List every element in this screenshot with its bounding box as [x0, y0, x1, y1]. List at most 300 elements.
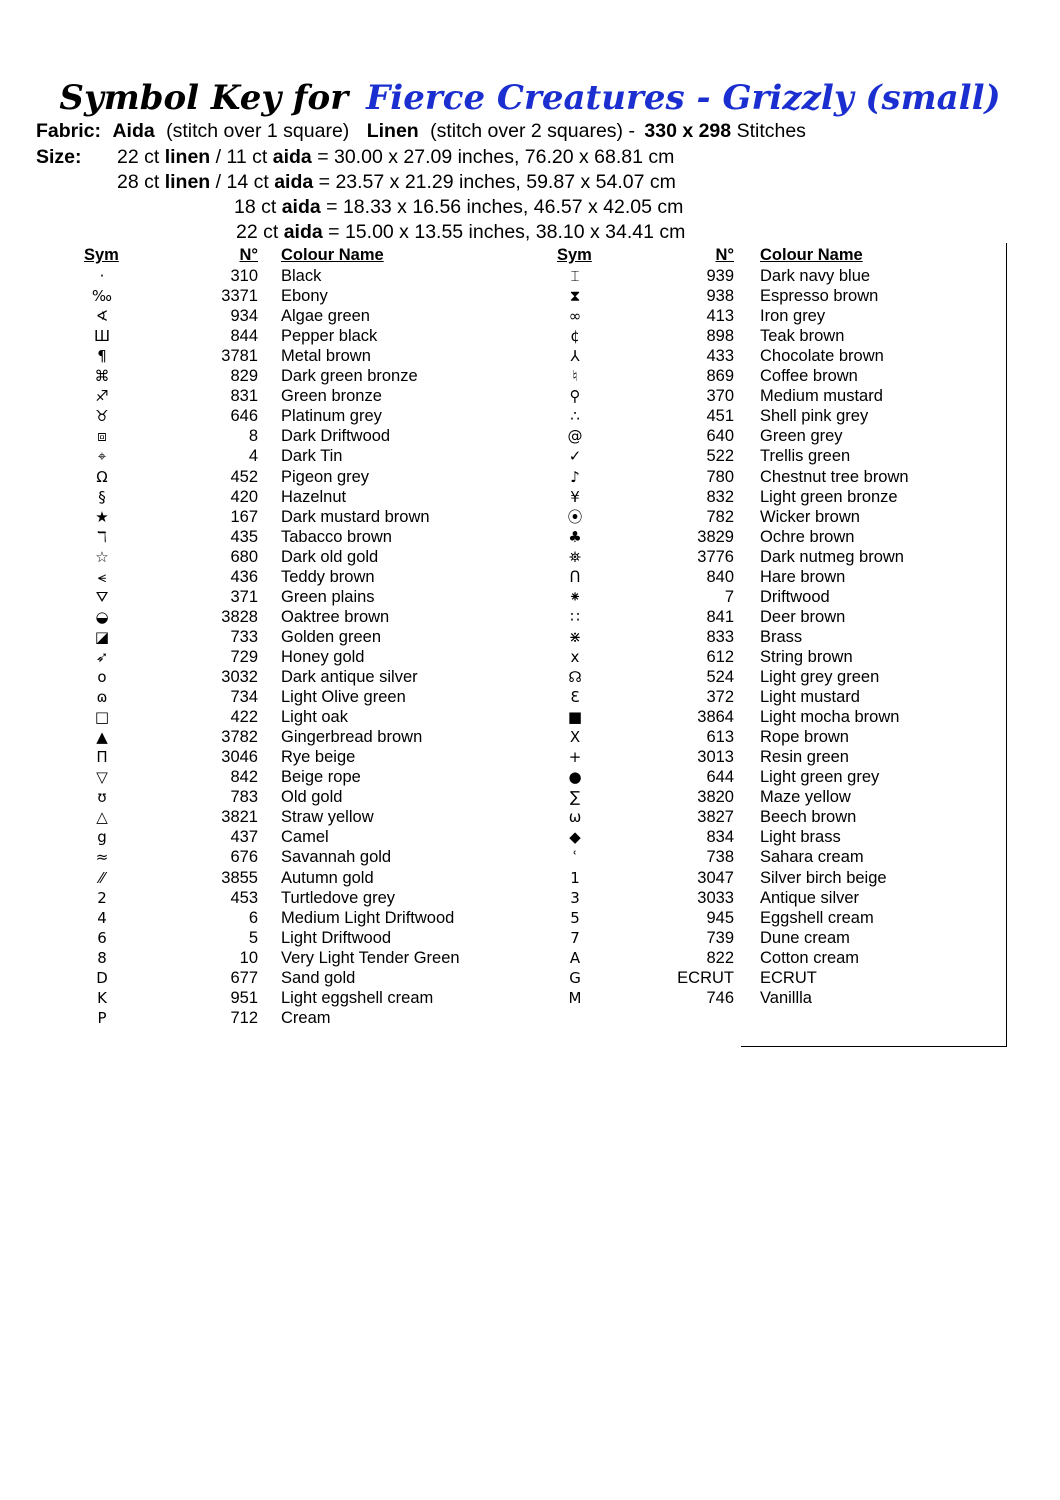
table-row-right	[0, 807, 1060, 827]
symbol-cell: 4	[97, 908, 107, 927]
number-cell: 522	[706, 447, 734, 466]
table-row-right	[0, 446, 1060, 466]
table-row-right	[0, 988, 1060, 1008]
symbol-cell: Ⅹ	[569, 728, 581, 747]
number-cell: 612	[706, 647, 734, 666]
colour-name-cell: Chocolate brown	[760, 347, 884, 366]
number-cell: 524	[706, 668, 734, 686]
table-row-right	[0, 346, 1060, 366]
symbol-cell: K	[97, 988, 107, 1007]
colour-name-cell: Light oak	[281, 708, 348, 727]
symbol-cell: 2	[97, 888, 107, 907]
symbol-cell: M	[568, 988, 582, 1007]
symbol-cell: ∢	[95, 307, 109, 326]
size-line-2	[117, 170, 676, 194]
colour-name-cell: Black	[281, 267, 322, 285]
symbol-cell: ᑎ	[569, 567, 581, 586]
number-cell: 433	[706, 347, 734, 366]
colour-name-cell: Medium Light Driftwood	[281, 908, 455, 927]
symbol-cell: ⪪	[97, 567, 107, 586]
number-cell: 3371	[221, 287, 258, 306]
colour-name-cell: Dark green bronze	[281, 367, 418, 386]
symbol-cell: 1	[570, 868, 580, 887]
size-count: 18 ct	[234, 196, 277, 218]
size-count-2: / 11 ct	[215, 146, 268, 168]
number-cell: 413	[706, 307, 734, 326]
number-cell: 3829	[697, 527, 734, 546]
number-cell: 746	[706, 988, 734, 1007]
colour-name-cell: Wicker brown	[760, 507, 860, 526]
symbol-cell: ω	[568, 808, 582, 827]
colour-name-cell: Pigeon grey	[281, 467, 370, 486]
table-row-right	[0, 326, 1060, 346]
colour-name-cell: Oaktree brown	[281, 607, 390, 626]
table-row-right	[0, 567, 1060, 587]
number-cell: 782	[706, 507, 734, 526]
size-fabric-2: aida	[274, 171, 314, 193]
symbol-cell: Ш	[93, 327, 111, 346]
colour-name-cell: Teak brown	[760, 327, 845, 346]
symbol-cell: ∑	[569, 788, 581, 807]
number-cell: 3782	[221, 728, 258, 747]
table-row-right	[0, 928, 1060, 948]
symbol-cell: ¢	[570, 327, 580, 346]
colour-name-cell: Dark Driftwood	[281, 427, 391, 446]
table-row-right	[0, 968, 1060, 988]
table-row-right	[0, 286, 1060, 306]
number-cell: 676	[230, 848, 258, 867]
number-cell: 3827	[697, 808, 734, 827]
symbol-cell: x	[570, 647, 580, 666]
size-label: Size:	[36, 146, 82, 168]
colour-name-cell: Brass	[760, 627, 803, 646]
number-cell: 7	[724, 587, 734, 606]
symbol-cell: ♮	[572, 367, 578, 386]
number-cell: 831	[230, 387, 258, 406]
colour-name-cell: Light Driftwood	[281, 928, 392, 947]
colour-name-cell: Beige rope	[281, 768, 361, 787]
number-cell: 840	[706, 567, 734, 586]
pattern-name: Fierce Creatures - Grizzly (small)	[366, 78, 1001, 118]
page-title	[0, 78, 1060, 118]
colour-name-cell: Eggshell cream	[760, 908, 874, 927]
number-cell: 739	[706, 928, 734, 947]
colour-name-cell: Medium mustard	[760, 387, 883, 406]
colour-name-cell: Straw yellow	[281, 808, 374, 827]
symbol-cell: ⧈	[97, 427, 107, 446]
colour-name-cell: Dark Tin	[281, 447, 343, 466]
number-cell: 451	[706, 407, 734, 426]
colour-name-cell: String brown	[760, 647, 853, 666]
symbol-cell: ▲	[96, 728, 108, 747]
number-cell: 822	[706, 948, 734, 967]
number-cell: 8	[248, 427, 258, 446]
number-cell: 3781	[221, 347, 258, 366]
size-fabric: linen	[164, 171, 211, 193]
symbol-cell: P	[97, 1008, 107, 1027]
colour-name-cell: Driftwood	[760, 587, 830, 606]
colour-name-cell: Sand gold	[281, 968, 356, 987]
colour-name-cell: Chestnut tree brown	[760, 467, 909, 486]
symbol-cell: ▽	[96, 768, 108, 787]
symbol-cell: 6	[97, 928, 107, 947]
symbol-cell: ⌶	[570, 267, 580, 285]
symbol-cell: ⧗	[569, 287, 581, 306]
number-cell: 6	[248, 908, 258, 927]
number-cell: 939	[706, 267, 734, 285]
colour-name-cell: Coffee brown	[760, 367, 858, 386]
fabric-linen-note: (stitch over 2 squares) -	[430, 120, 635, 142]
number-cell: 680	[230, 547, 258, 566]
colour-name-cell: Shell pink grey	[760, 407, 869, 426]
symbol-cell: ⁄⁄	[99, 868, 105, 887]
symbol-cell: ⌖	[97, 447, 107, 466]
colour-name-cell: Rye beige	[281, 748, 356, 767]
stitches-word: Stitches	[736, 120, 806, 142]
symbol-cell: Ω	[96, 467, 108, 486]
size-line-1	[117, 145, 674, 169]
number-cell: 640	[706, 427, 734, 446]
symbol-cell: ⁕	[568, 587, 582, 606]
colour-name-cell: Light mustard	[760, 688, 860, 707]
colour-name-cell: Camel	[281, 828, 329, 847]
number-cell: 842	[230, 768, 258, 787]
colour-name-cell: Hazelnut	[281, 487, 347, 506]
fabric-aida-note: (stitch over 1 square)	[166, 120, 350, 142]
number-cell: 613	[706, 728, 734, 747]
number-cell: 3047	[697, 868, 734, 887]
symbol-cell: Ɛ	[570, 688, 580, 707]
symbol-cell: ∴	[570, 407, 580, 426]
symbol-cell: +	[568, 748, 582, 767]
size-dimensions: = 23.57 x 21.29 inches, 59.87 x 54.07 cm	[318, 171, 676, 193]
table-row-right	[0, 888, 1060, 908]
number-cell: 5	[248, 928, 258, 947]
number-cell: 869	[706, 367, 734, 386]
table-row-right	[0, 667, 1060, 687]
colour-name-cell: Pepper black	[281, 327, 378, 346]
symbol-cell: ◆	[569, 828, 581, 847]
colour-name-cell: Light mocha brown	[760, 708, 900, 727]
colour-name-cell: Teddy brown	[281, 567, 375, 586]
number-cell: 3776	[697, 547, 734, 566]
number-cell: 437	[230, 828, 258, 847]
table-row-right	[0, 527, 1060, 547]
symbol-cell: ∷	[570, 607, 580, 626]
colour-name-cell: Light green bronze	[760, 487, 898, 506]
colour-name-cell: Turtledove grey	[281, 888, 396, 907]
symbol-cell: ʊ	[97, 788, 107, 807]
number-cell: 4	[248, 447, 258, 466]
table-row-right	[0, 908, 1060, 928]
symbol-cell: A	[569, 948, 581, 967]
number-cell: 453	[230, 888, 258, 907]
symbol-cell: ʿ	[572, 848, 578, 867]
colour-name-cell: Very Light Tender Green	[281, 948, 460, 967]
symbol-cell: ●	[568, 768, 582, 787]
symbol-cell: ➶	[95, 647, 109, 666]
table-row-right	[0, 767, 1060, 787]
number-cell: 951	[230, 988, 258, 1007]
table-row-right	[0, 707, 1060, 727]
symbol-cell: ⌘	[94, 367, 110, 386]
table-row-right	[0, 747, 1060, 767]
symbol-cell: ⅄	[570, 347, 580, 366]
number-cell: 3032	[221, 668, 258, 686]
symbol-cell: ¥	[570, 487, 580, 506]
number-cell: 167	[230, 507, 258, 526]
number-cell: 934	[230, 307, 258, 326]
number-cell: 370	[706, 387, 734, 406]
number-cell: 3855	[221, 868, 258, 887]
symbol-cell: Π	[96, 748, 108, 767]
symbol-cell: §	[98, 487, 106, 506]
symbol-cell: ℸ	[97, 527, 107, 546]
number-cell: 435	[230, 527, 258, 546]
header-sym-right: Sym	[557, 246, 592, 264]
size-dimensions: = 15.00 x 13.55 inches, 38.10 x 34.41 cm	[328, 221, 686, 243]
colour-name-cell: ECRUT	[760, 968, 817, 987]
symbol-cell: ⛯	[568, 547, 581, 566]
symbol-cell: 5	[570, 908, 580, 927]
symbol-cell: ⋇	[568, 627, 582, 646]
colour-name-cell: Light brass	[760, 828, 841, 847]
symbol-cell: ☊	[568, 668, 582, 686]
size-count-2: / 14 ct	[215, 171, 269, 193]
symbol-cell: ■	[567, 708, 583, 727]
number-cell: 3864	[697, 708, 734, 727]
colour-name-cell: Light grey green	[760, 668, 880, 686]
colour-name-cell: Beech brown	[760, 808, 857, 827]
number-cell: 833	[706, 627, 734, 646]
size-line-3	[234, 195, 683, 219]
symbol-cell: @	[567, 427, 583, 446]
symbol-cell: ◪	[94, 627, 110, 646]
number-cell: 729	[230, 647, 258, 666]
colour-name-cell: Resin green	[760, 748, 849, 767]
symbol-cell: ⦿	[567, 507, 583, 526]
number-cell: 371	[230, 587, 258, 606]
symbol-cell: ★	[95, 507, 109, 526]
symbol-cell: ‰	[91, 287, 113, 306]
number-cell: 832	[706, 487, 734, 506]
colour-name-cell: Silver birch beige	[760, 868, 887, 887]
number-cell: 452	[230, 467, 258, 486]
table-bottom-border	[741, 1046, 1007, 1047]
number-cell: 436	[230, 567, 258, 586]
symbol-cell: ☆	[95, 547, 109, 566]
number-cell: 841	[706, 607, 734, 626]
symbol-cell: ♪	[570, 467, 580, 486]
colour-name-cell: Platinum grey	[281, 407, 382, 426]
colour-name-cell: Cream	[281, 1008, 331, 1027]
symbol-cell: ·	[99, 267, 105, 285]
header-num-right: N°	[715, 246, 734, 264]
number-cell: ECRUT	[677, 968, 734, 987]
colour-name-cell: Ebony	[281, 287, 328, 306]
size-fabric: linen	[164, 146, 211, 168]
colour-name-cell: Green plains	[281, 587, 375, 606]
fabric-label: Fabric:	[36, 120, 102, 142]
number-cell: 310	[230, 267, 258, 285]
fabric-line	[36, 119, 806, 143]
number-cell: 3820	[697, 788, 734, 807]
number-cell: 733	[230, 627, 258, 646]
number-cell: 644	[706, 768, 734, 787]
number-cell: 3033	[697, 888, 734, 907]
colour-name-cell: Sahara cream	[760, 848, 864, 867]
colour-name-cell: Old gold	[281, 788, 343, 807]
header-name-left: Colour Name	[281, 246, 384, 264]
table-row-right	[0, 607, 1060, 627]
stitches-count: 330 x 298	[644, 120, 732, 142]
table-row-right	[0, 687, 1060, 707]
colour-name-cell: Golden green	[281, 627, 381, 646]
number-cell: 938	[706, 287, 734, 306]
number-cell: 420	[230, 487, 258, 506]
symbol-cell: △	[96, 808, 108, 827]
symbol-cell: ≈	[95, 848, 109, 867]
size-count: 22 ct	[117, 146, 160, 168]
table-row-right	[0, 426, 1060, 446]
colour-name-cell: Light green grey	[760, 768, 880, 787]
fabric-aida: Aida	[112, 120, 155, 142]
table-row-right	[0, 847, 1060, 867]
number-cell: 3013	[697, 748, 734, 767]
symbol-cell: ♣	[568, 527, 582, 546]
colour-name-cell: Dark mustard brown	[281, 507, 430, 526]
symbol-cell: g	[97, 828, 107, 847]
table-row-right	[0, 948, 1060, 968]
size-fabric-2: aida	[272, 146, 312, 168]
table-right-border	[1006, 243, 1007, 1047]
symbol-cell: D	[96, 968, 108, 987]
table-row-right	[0, 467, 1060, 487]
table-row-right	[0, 868, 1060, 888]
symbol-cell: ∞	[568, 307, 582, 326]
header-sym-left: Sym	[84, 246, 119, 264]
number-cell: 844	[230, 327, 258, 346]
size-count: 22 ct	[236, 221, 279, 243]
symbol-cell: ⛛	[95, 587, 109, 606]
number-cell: 734	[230, 688, 258, 707]
symbol-cell: ✓	[568, 447, 582, 466]
table-row-right	[0, 827, 1060, 847]
size-fabric: aida	[283, 221, 323, 243]
table-row-right	[0, 487, 1060, 507]
number-cell: 3821	[221, 808, 258, 827]
colour-name-cell: Antique silver	[760, 888, 860, 907]
colour-name-cell: Tabacco brown	[281, 527, 392, 546]
symbol-cell: o	[97, 668, 107, 686]
colour-name-cell: Algae green	[281, 307, 370, 326]
table-row-right	[0, 587, 1060, 607]
colour-name-cell: Espresso brown	[760, 287, 879, 306]
colour-name-cell: Rope brown	[760, 728, 849, 747]
table-row-right	[0, 366, 1060, 386]
number-cell: 780	[706, 467, 734, 486]
colour-name-cell: Trellis green	[760, 447, 851, 466]
table-row-right	[0, 627, 1060, 647]
table-row-right	[0, 507, 1060, 527]
number-cell: 712	[230, 1008, 258, 1027]
colour-name-cell: Savannah gold	[281, 848, 392, 867]
colour-name-cell: Deer brown	[760, 607, 846, 626]
number-cell: 372	[706, 688, 734, 707]
symbol-cell: 3	[570, 888, 580, 907]
number-cell: 829	[230, 367, 258, 386]
colour-name-cell: Dark nutmeg brown	[760, 547, 904, 566]
header-name-right: Colour Name	[760, 246, 863, 264]
number-cell: 10	[239, 948, 258, 967]
colour-name-cell: Green grey	[760, 427, 843, 446]
number-cell: 677	[230, 968, 258, 987]
colour-name-cell: Metal brown	[281, 347, 371, 366]
size-fabric: aida	[281, 196, 321, 218]
number-cell: 945	[706, 908, 734, 927]
table-row-right	[0, 647, 1060, 667]
size-dimensions: = 30.00 x 27.09 inches, 76.20 x 68.81 cm	[317, 146, 675, 168]
symbol-cell: ¶	[97, 347, 107, 366]
number-cell: 898	[706, 327, 734, 346]
size-count: 28 ct	[117, 171, 160, 193]
number-cell: 422	[230, 708, 258, 727]
number-cell: 834	[706, 828, 734, 847]
number-cell: 3046	[221, 748, 258, 767]
fabric-linen: Linen	[366, 120, 419, 142]
table-row-right	[0, 386, 1060, 406]
size-line-4	[236, 220, 685, 244]
symbol-cell: ɷ	[96, 688, 108, 707]
symbol-cell: ⚲	[569, 387, 581, 406]
colour-name-cell: Maze yellow	[760, 788, 851, 807]
symbol-cell: ◒	[95, 607, 109, 626]
colour-name-cell: Cotton cream	[760, 948, 860, 967]
symbol-cell: 7	[570, 928, 580, 947]
colour-name-cell: Iron grey	[760, 307, 826, 326]
colour-name-cell: Dark old gold	[281, 547, 379, 566]
symbol-cell: ♐	[95, 387, 109, 406]
colour-name-cell: Light Olive green	[281, 688, 406, 707]
number-cell: 783	[230, 788, 258, 807]
header-num-left: N°	[239, 246, 258, 264]
symbol-cell: G	[569, 968, 581, 987]
number-cell: 3828	[221, 607, 258, 626]
table-row-right	[0, 727, 1060, 747]
colour-name-cell: Gingerbread brown	[281, 728, 423, 747]
table-row-right	[0, 406, 1060, 426]
colour-name-cell: Light eggshell cream	[281, 988, 434, 1007]
symbol-cell: ♉	[95, 407, 109, 426]
table-row-right	[0, 306, 1060, 326]
colour-name-cell: Honey gold	[281, 647, 365, 666]
number-cell: 646	[230, 407, 258, 426]
colour-name-cell: Dune cream	[760, 928, 850, 947]
symbol-cell: □	[94, 708, 110, 727]
colour-name-cell: Autumn gold	[281, 868, 374, 887]
colour-name-cell: Dark navy blue	[760, 267, 871, 285]
table-row-right	[0, 787, 1060, 807]
table-row-right	[0, 266, 1060, 286]
symbol-cell: 8	[97, 948, 107, 967]
number-cell: 738	[706, 848, 734, 867]
colour-name-cell: Ochre brown	[760, 527, 855, 546]
title-prefix: Symbol Key for	[59, 78, 349, 118]
table-row-left	[0, 1008, 1060, 1028]
colour-name-cell: Green bronze	[281, 387, 382, 406]
table-row-right	[0, 547, 1060, 567]
colour-name-cell: Hare brown	[760, 567, 846, 586]
